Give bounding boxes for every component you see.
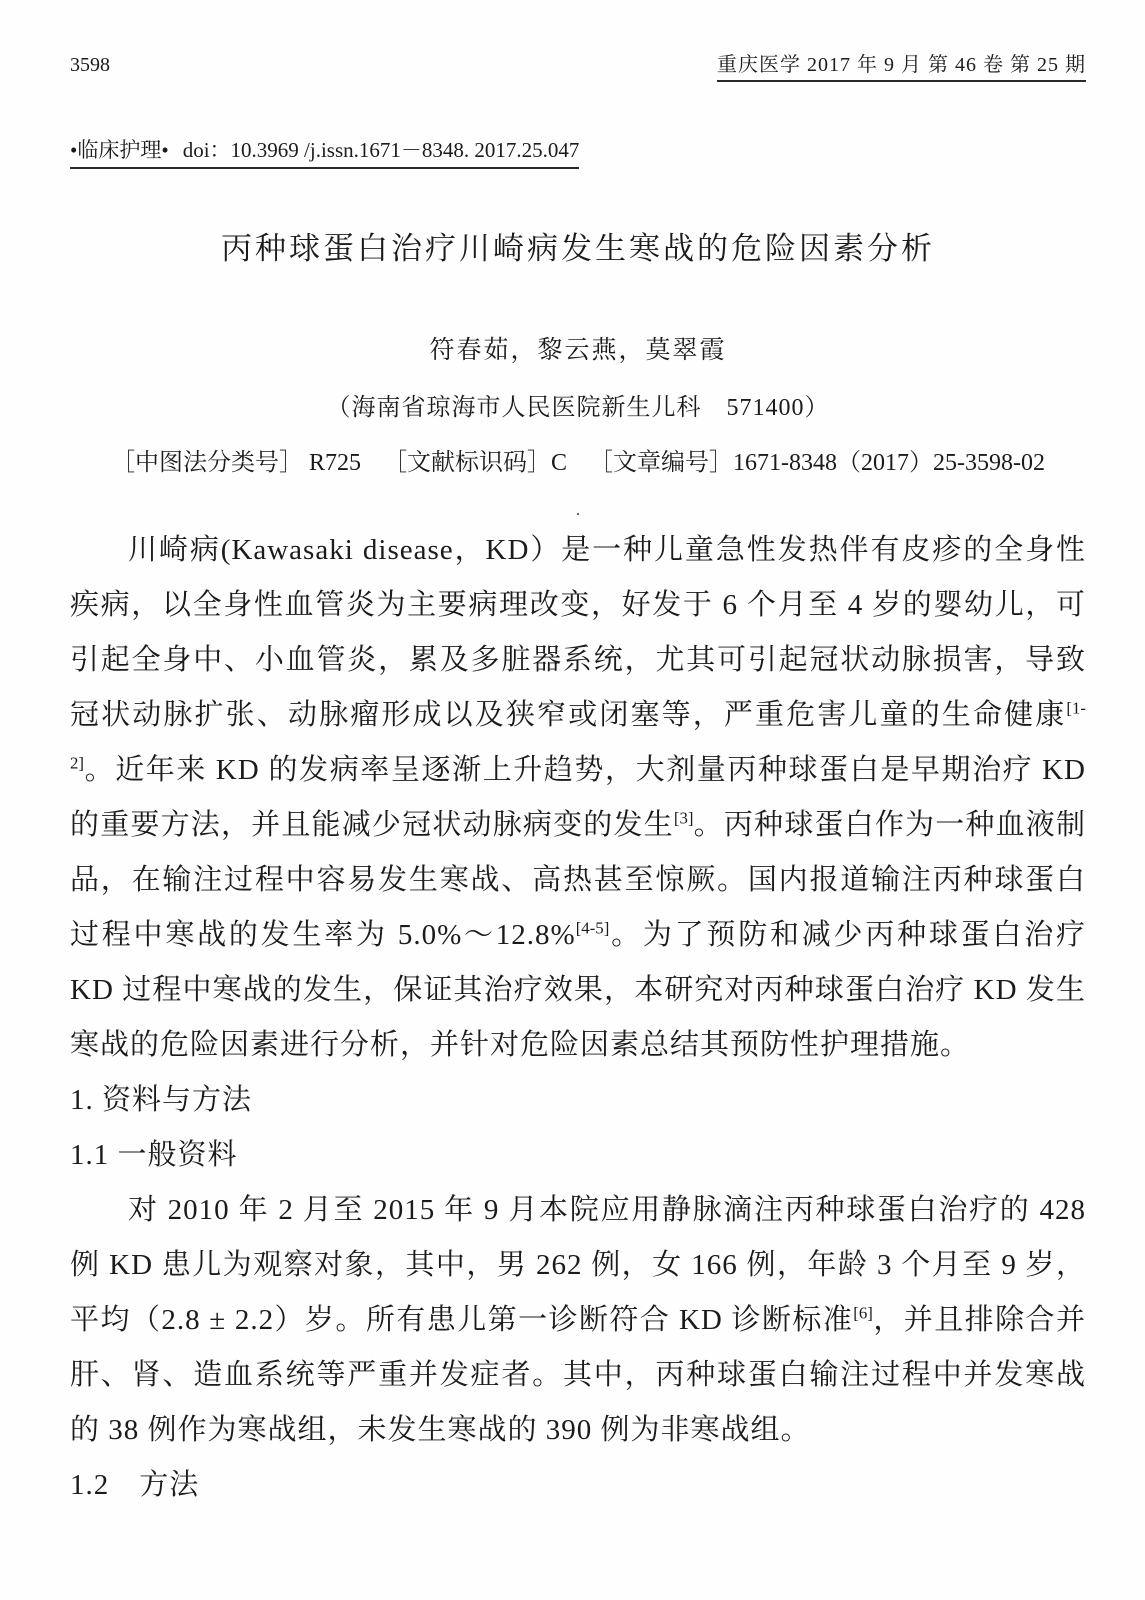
page-header xyxy=(70,48,1086,82)
article-title: 丙种球蛋白治疗川崎病发生寒战的危险因素分析 xyxy=(221,231,935,266)
clc-number: ［中图法分类号］ R725 xyxy=(110,450,361,476)
section-heading-method: 1.2 方法 xyxy=(70,1469,200,1501)
general-data-paragraph: 对 2010 年 2 月至 2015 年 9 月本院应用静脉滴注丙种球蛋白治疗的 428 例 KD 患儿为观察对象，其中，男 262 例，女 166 例，年龄 3 个月至 9 岁，平均（2.8 ± 2.2）岁。所有患儿第一诊断符合 KD 诊断标准[6]，并且排除合并肝、肾、造血系统等严重并发症者。其中，丙种球蛋白输注过程中并发寒战的 38 例作为寒战组，未发生寒战的 390 例为非寒战组。 xyxy=(70,1194,1086,1446)
article-id: ［文章编号］1671-8348（2017）25-3598-02 xyxy=(589,450,1045,476)
authors-line: 符春茹，黎云燕，莫翠霞 xyxy=(429,337,727,364)
section-heading-general-data: 1.1 一般资料 xyxy=(70,1139,238,1171)
doi-underline xyxy=(70,134,579,169)
affiliation-line: （海南省琼海市人民医院新生儿科 571400） xyxy=(326,395,830,421)
section-heading-materials-methods: 1. 资料与方法 xyxy=(70,1084,253,1116)
page-number: 3598 xyxy=(70,54,110,76)
doi-row xyxy=(70,134,1086,169)
stray-dot: . xyxy=(576,502,580,519)
doi-text: doi：10.3969 /j.issn.1671－8348. 2017.25.047 xyxy=(182,138,580,162)
column-category-label: •临床护理• xyxy=(70,138,169,162)
intro-paragraph: 川崎病(Kawasaki disease，KD）是一种儿童急性发热伴有皮疹的全身性疾病，以全身性血管炎为主要病理改变，好发于 6 个月至 4 岁的婴幼儿，可引起全身中、小血管炎，累及多脏器系统，尤其可引起冠状动脉损害，导致冠状动脉扩张、动脉瘤形成以及狭窄或闭塞等，严重危害儿童的生命健康[1-2]。近年来 KD 的发病率呈逐渐上升趋势，大剂量丙种球蛋白是早期治疗 KD 的重要方法，并且能减少冠状动脉病变的发生[3]。丙种球蛋白作为一种血液制品，在输注过程中容易发生寒战、高热甚至惊厥。国内报道输注丙种球蛋白过程中寒战的发生率为 5.0%～12.8%[4-5]。为了预防和减少丙种球蛋白治疗 KD 过程中寒战的发生，保证其治疗效果，本研究对丙种球蛋白治疗 KD 发生寒战的危险因素进行分析，并针对危险因素总结其预防性护理措施。 xyxy=(70,534,1086,1061)
classification-line xyxy=(70,442,1086,477)
document-code: ［文献标识码］C xyxy=(383,450,568,476)
journal-issue-info: 重庆医学 2017 年 9 月 第 46 卷 第 25 期 xyxy=(717,48,1086,82)
